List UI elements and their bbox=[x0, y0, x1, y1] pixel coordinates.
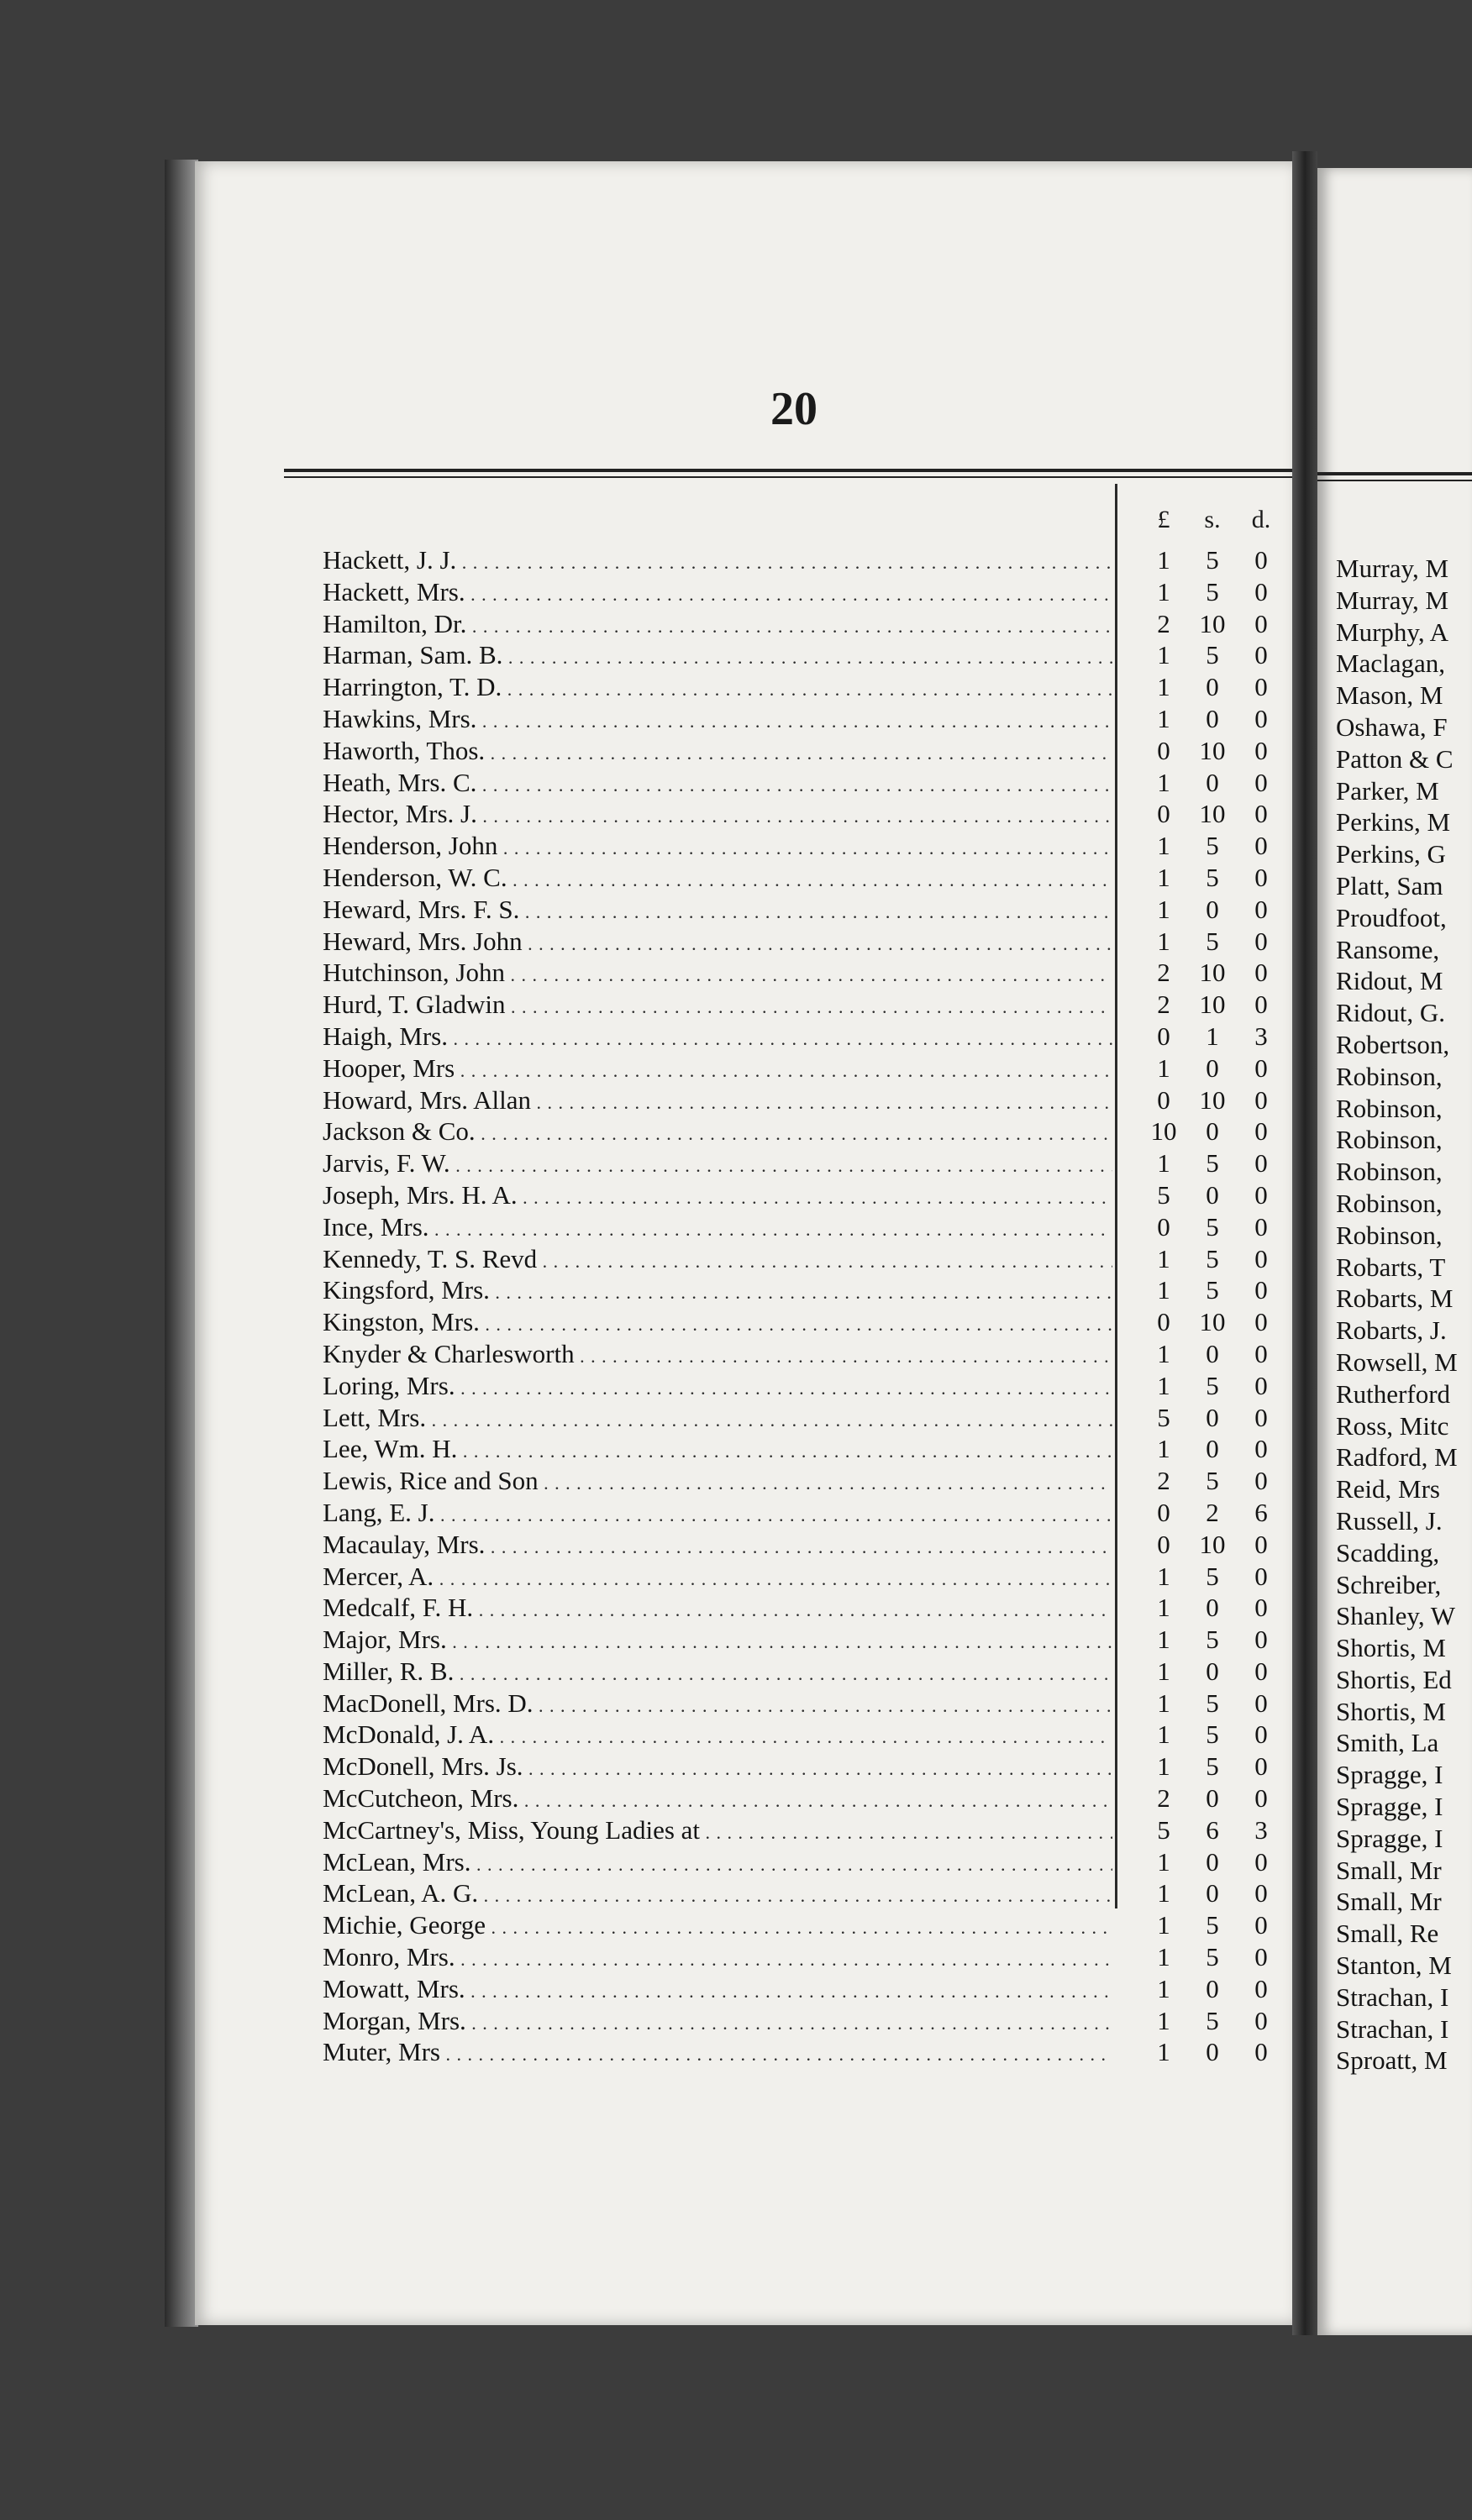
list-item bbox=[323, 608, 1289, 640]
header-rule bbox=[284, 469, 1292, 478]
right-page-list-item: Ridout, M bbox=[1336, 966, 1443, 996]
subscriber-name: Kingston, Mrs. . . . bbox=[323, 1306, 1112, 1341]
shillings-value: 0 bbox=[1206, 1116, 1219, 1147]
right-page-header-rule bbox=[1317, 472, 1472, 481]
subscriber-name: Miller, R. B. . . . bbox=[323, 1656, 1112, 1690]
subscriber-name: Jarvis, F. W. . . . bbox=[323, 1147, 1112, 1182]
list-item bbox=[323, 1370, 1289, 1402]
pounds-value: 1 bbox=[1157, 767, 1170, 797]
right-page-list-item: Stanton, M bbox=[1336, 1950, 1452, 1981]
pounds-value: 0 bbox=[1157, 1307, 1170, 1337]
list-item bbox=[323, 798, 1289, 830]
list-item bbox=[323, 1656, 1289, 1688]
pounds-value: 0 bbox=[1157, 1084, 1170, 1115]
pounds-value: 0 bbox=[1157, 1497, 1170, 1527]
subscriber-name: Lett, Mrs. . . . bbox=[323, 1402, 1112, 1436]
shillings-value: 0 bbox=[1206, 1846, 1219, 1877]
shillings-value: 5 bbox=[1206, 640, 1219, 670]
pence-value: 0 bbox=[1254, 735, 1268, 765]
subscriber-name: Loring, Mrs. . . . bbox=[323, 1370, 1112, 1404]
list-item bbox=[323, 989, 1289, 1021]
pence-value: 0 bbox=[1254, 1529, 1268, 1559]
subscriber-name: Heward, Mrs. John . . . bbox=[323, 926, 1112, 960]
right-page-list-item: Murray, M bbox=[1336, 554, 1449, 583]
right-page-list-item: Murphy, A bbox=[1336, 617, 1449, 647]
pounds-value: 0 bbox=[1157, 735, 1170, 765]
pence-value: 0 bbox=[1254, 1593, 1268, 1623]
right-page-list-item: Robarts, T bbox=[1336, 1252, 1446, 1282]
list-item bbox=[323, 1306, 1289, 1338]
subscriber-name: Kennedy, T. S. Revd . . . bbox=[323, 1243, 1112, 1278]
pounds-value: 1 bbox=[1157, 1053, 1170, 1083]
subscriber-name: Haigh, Mrs. . . . bbox=[323, 1021, 1112, 1055]
pence-value: 0 bbox=[1254, 1561, 1268, 1591]
list-item bbox=[323, 2036, 1289, 2068]
shillings-value: 5 bbox=[1206, 831, 1219, 861]
right-page-list-item: Robertson, bbox=[1336, 1029, 1450, 1059]
list-item bbox=[323, 894, 1289, 926]
subscriber-name: Henderson, W. C. . . . bbox=[323, 862, 1112, 896]
pence-header: d. bbox=[1251, 506, 1271, 533]
right-page-list-item: Strachan, I bbox=[1336, 1982, 1449, 2012]
pence-value: 0 bbox=[1254, 958, 1268, 988]
pence-value: 0 bbox=[1254, 703, 1268, 733]
subscriber-name: Howard, Mrs. Allan . . . bbox=[323, 1084, 1112, 1119]
list-item bbox=[323, 862, 1289, 894]
subscriber-name: Harrington, T. D. . . . bbox=[323, 671, 1112, 706]
pence-value: 0 bbox=[1254, 1275, 1268, 1305]
list-item bbox=[323, 1751, 1289, 1782]
right-page-list-item: Robinson, bbox=[1336, 1220, 1443, 1250]
right-page-list-item: Small, Re bbox=[1336, 1919, 1439, 1949]
right-page-list-item: Small, Mr bbox=[1336, 1887, 1442, 1917]
money-column-headers bbox=[1143, 506, 1285, 539]
list-item bbox=[323, 1211, 1289, 1243]
shillings-value: 10 bbox=[1199, 735, 1226, 765]
right-page-list-item: Robinson, bbox=[1336, 1093, 1443, 1123]
shillings-value: 5 bbox=[1206, 1719, 1219, 1750]
right-page-list-item: Platt, Sam bbox=[1336, 870, 1443, 900]
shillings-value: 0 bbox=[1206, 1402, 1219, 1432]
subscriber-list bbox=[323, 544, 1289, 2068]
shillings-value: 10 bbox=[1199, 1307, 1226, 1337]
subscriber-name: Hurd, T. Gladwin . . . bbox=[323, 989, 1112, 1023]
list-item bbox=[323, 957, 1289, 989]
right-page-list-item: Spragge, I bbox=[1336, 1823, 1443, 1853]
shillings-value: 0 bbox=[1206, 1434, 1219, 1464]
subscriber-name: McCutcheon, Mrs. . . . bbox=[323, 1782, 1112, 1817]
right-page-list-item: Rowsell, M bbox=[1336, 1347, 1458, 1377]
subscriber-name: McDonell, Mrs. Js. . . . bbox=[323, 1751, 1112, 1785]
shillings-value: 5 bbox=[1206, 1370, 1219, 1400]
shillings-value: 5 bbox=[1206, 1148, 1219, 1179]
right-page-list-item: Oshawa, F bbox=[1336, 711, 1448, 742]
list-item bbox=[323, 576, 1289, 608]
subscriber-name: Joseph, Mrs. H. A. . . . bbox=[323, 1179, 1112, 1214]
pounds-value: 1 bbox=[1157, 1370, 1170, 1400]
pence-value: 0 bbox=[1254, 2005, 1268, 2035]
shillings-value: 0 bbox=[1206, 1593, 1219, 1623]
list-item bbox=[323, 1909, 1289, 1941]
pence-value: 3 bbox=[1254, 1021, 1268, 1051]
pence-value: 0 bbox=[1254, 2037, 1268, 2067]
pence-value: 0 bbox=[1254, 1973, 1268, 2003]
list-item bbox=[323, 639, 1289, 671]
pence-value: 0 bbox=[1254, 1402, 1268, 1432]
shillings-value: 10 bbox=[1199, 990, 1226, 1020]
shillings-value: 10 bbox=[1199, 1084, 1226, 1115]
subscriber-name: Mercer, A. . . . bbox=[323, 1561, 1112, 1595]
subscriber-name: Jackson & Co. . . . bbox=[323, 1116, 1112, 1150]
pence-value: 0 bbox=[1254, 894, 1268, 924]
list-item bbox=[323, 1814, 1289, 1846]
pence-value: 0 bbox=[1254, 1053, 1268, 1083]
pence-value: 0 bbox=[1254, 1910, 1268, 1940]
list-item bbox=[323, 1529, 1289, 1561]
pounds-value: 0 bbox=[1157, 1021, 1170, 1051]
pounds-value: 1 bbox=[1157, 1910, 1170, 1940]
list-item bbox=[323, 1243, 1289, 1275]
right-page-subscriber-list bbox=[1336, 553, 1472, 2076]
pence-value: 0 bbox=[1254, 1878, 1268, 1908]
right-page-list-item: Spragge, I bbox=[1336, 1792, 1443, 1822]
pounds-value: 2 bbox=[1157, 958, 1170, 988]
pounds-value: 1 bbox=[1157, 1878, 1170, 1908]
shillings-value: 0 bbox=[1206, 1338, 1219, 1368]
shillings-value: 0 bbox=[1206, 1656, 1219, 1686]
pounds-value: 1 bbox=[1157, 862, 1170, 892]
subscriber-name: McLean, Mrs. . . . bbox=[323, 1846, 1112, 1881]
list-item bbox=[323, 1053, 1289, 1084]
right-page-list-item: Robinson, bbox=[1336, 1188, 1443, 1218]
subscriber-name: McCartney's, Miss, Young Ladies at . . . bbox=[323, 1814, 1112, 1849]
subscriber-name: Medcalf, F. H. . . . bbox=[323, 1592, 1112, 1626]
pence-value: 6 bbox=[1254, 1497, 1268, 1527]
subscriber-name: Harman, Sam. B. . . . bbox=[323, 639, 1112, 674]
right-page-list-item: Robinson, bbox=[1336, 1125, 1443, 1155]
list-item bbox=[323, 735, 1289, 767]
list-item bbox=[323, 830, 1289, 862]
list-item bbox=[323, 1338, 1289, 1370]
pounds-value: 1 bbox=[1157, 1561, 1170, 1591]
pounds-value: 5 bbox=[1157, 1402, 1170, 1432]
list-item bbox=[323, 1782, 1289, 1814]
subscriber-name: Kingsford, Mrs. . . . bbox=[323, 1274, 1112, 1309]
subscriber-name: Major, Mrs. . . . bbox=[323, 1624, 1112, 1658]
shillings-value: 0 bbox=[1206, 767, 1219, 797]
right-page-list-item: Smith, La bbox=[1336, 1728, 1439, 1758]
pence-value: 0 bbox=[1254, 1243, 1268, 1273]
pounds-value: 1 bbox=[1157, 672, 1170, 702]
right-page-list-item: Perkins, G bbox=[1336, 839, 1446, 869]
pounds-header: £ bbox=[1157, 506, 1170, 533]
pounds-value: 1 bbox=[1157, 894, 1170, 924]
right-page-list-item: Perkins, M bbox=[1336, 807, 1451, 837]
shillings-value: 0 bbox=[1206, 1783, 1219, 1814]
subscriber-name: Hutchinson, John . . . bbox=[323, 957, 1112, 991]
pence-value: 0 bbox=[1254, 1846, 1268, 1877]
pounds-value: 1 bbox=[1157, 1973, 1170, 2003]
right-page-list-item: Spragge, I bbox=[1336, 1760, 1443, 1790]
pence-value: 0 bbox=[1254, 1338, 1268, 1368]
subscriber-name: Lang, E. J. . . . bbox=[323, 1497, 1112, 1531]
subscriber-name: Hamilton, Dr. . . . bbox=[323, 608, 1112, 643]
list-item bbox=[323, 671, 1289, 703]
pence-value: 0 bbox=[1254, 1148, 1268, 1179]
pence-value: 0 bbox=[1254, 640, 1268, 670]
pounds-value: 1 bbox=[1157, 1846, 1170, 1877]
pence-value: 3 bbox=[1254, 1814, 1268, 1845]
shillings-value: 10 bbox=[1199, 608, 1226, 638]
list-item bbox=[323, 1274, 1289, 1306]
pence-value: 0 bbox=[1254, 1783, 1268, 1814]
subscriber-name: MacDonell, Mrs. D. . . . bbox=[323, 1688, 1112, 1722]
subscriber-name: Henderson, John . . . bbox=[323, 830, 1112, 864]
subscriber-name: Muter, Mrs . . . bbox=[323, 2036, 1112, 2071]
subscriber-name: Hooper, Mrs . . . bbox=[323, 1053, 1112, 1087]
shillings-value: 5 bbox=[1206, 926, 1219, 956]
right-page-list-item: Reid, Mrs bbox=[1336, 1474, 1440, 1504]
shillings-value: 5 bbox=[1206, 1751, 1219, 1782]
pounds-value: 1 bbox=[1157, 703, 1170, 733]
pounds-value: 1 bbox=[1157, 1338, 1170, 1368]
list-item bbox=[323, 1688, 1289, 1719]
subscriber-name: McDonald, J. A. . . . bbox=[323, 1719, 1112, 1753]
pounds-value: 1 bbox=[1157, 1593, 1170, 1623]
subscriber-name: Ince, Mrs. . . . bbox=[323, 1211, 1112, 1246]
shillings-value: 0 bbox=[1206, 1053, 1219, 1083]
subscriber-name: Lee, Wm. H. . . . bbox=[323, 1433, 1112, 1467]
pounds-value: 1 bbox=[1157, 1243, 1170, 1273]
pence-value: 0 bbox=[1254, 926, 1268, 956]
pence-value: 0 bbox=[1254, 545, 1268, 575]
pounds-value: 1 bbox=[1157, 2005, 1170, 2035]
subscriber-name: Heward, Mrs. F. S. . . . bbox=[323, 894, 1112, 928]
shillings-value: 5 bbox=[1206, 1942, 1219, 1972]
pounds-value: 1 bbox=[1157, 640, 1170, 670]
pence-value: 0 bbox=[1254, 990, 1268, 1020]
pounds-value: 1 bbox=[1157, 1688, 1170, 1718]
list-item bbox=[323, 1941, 1289, 1973]
right-page-list-item: Shortis, Ed bbox=[1336, 1664, 1452, 1694]
shillings-value: 10 bbox=[1199, 799, 1226, 829]
pounds-value: 1 bbox=[1157, 1275, 1170, 1305]
pence-value: 0 bbox=[1254, 608, 1268, 638]
right-page-list-item: Patton & C bbox=[1336, 743, 1454, 774]
list-item bbox=[323, 1846, 1289, 1878]
right-page-list-item: Robarts, M bbox=[1336, 1284, 1454, 1314]
list-item bbox=[323, 1719, 1289, 1751]
pounds-value: 1 bbox=[1157, 1751, 1170, 1782]
book-gutter bbox=[1292, 151, 1317, 2335]
shillings-value: 0 bbox=[1206, 894, 1219, 924]
list-item bbox=[323, 1179, 1289, 1211]
shillings-value: 5 bbox=[1206, 1625, 1219, 1655]
pence-value: 0 bbox=[1254, 1116, 1268, 1147]
shillings-value: 0 bbox=[1206, 672, 1219, 702]
list-item bbox=[323, 767, 1289, 799]
list-item bbox=[323, 1116, 1289, 1147]
pence-value: 0 bbox=[1254, 1942, 1268, 1972]
pounds-value: 1 bbox=[1157, 926, 1170, 956]
pence-value: 0 bbox=[1254, 576, 1268, 606]
pounds-value: 2 bbox=[1157, 608, 1170, 638]
pence-value: 0 bbox=[1254, 1625, 1268, 1655]
pence-value: 0 bbox=[1254, 767, 1268, 797]
right-page-list-item: Strachan, I bbox=[1336, 2013, 1449, 2044]
subscriber-name: McLean, A. G. . . . bbox=[323, 1877, 1112, 1912]
shillings-value: 5 bbox=[1206, 1275, 1219, 1305]
pence-value: 0 bbox=[1254, 1307, 1268, 1337]
shillings-value: 5 bbox=[1206, 1211, 1219, 1242]
pounds-value: 0 bbox=[1157, 799, 1170, 829]
subscriber-name: Michie, George . . . bbox=[323, 1909, 1112, 1944]
subscriber-name: Morgan, Mrs. . . . bbox=[323, 2005, 1112, 2040]
right-page-list-item: Ross, Mitc bbox=[1336, 1410, 1449, 1441]
right-page-list-item: Robinson, bbox=[1336, 1061, 1443, 1091]
shillings-value: 5 bbox=[1206, 2005, 1219, 2035]
pence-value: 0 bbox=[1254, 831, 1268, 861]
pence-value: 0 bbox=[1254, 1179, 1268, 1210]
shillings-value: 5 bbox=[1206, 576, 1219, 606]
subscriber-name: Knyder & Charlesworth . . . bbox=[323, 1338, 1112, 1373]
pence-value: 0 bbox=[1254, 672, 1268, 702]
right-page-list-item: Murray, M bbox=[1336, 585, 1449, 615]
pence-value: 0 bbox=[1254, 1434, 1268, 1464]
pounds-value: 1 bbox=[1157, 1148, 1170, 1179]
list-item bbox=[323, 1877, 1289, 1909]
right-page-list-item: Radford, M bbox=[1336, 1442, 1458, 1473]
subscriber-name: Hector, Mrs. J. . . . bbox=[323, 798, 1112, 832]
subscriber-name: Mowatt, Mrs. . . . bbox=[323, 1973, 1112, 2008]
pounds-value: 1 bbox=[1157, 545, 1170, 575]
right-page-list-item: Robinson, bbox=[1336, 1157, 1443, 1187]
right-page-list-item: Shortis, M bbox=[1336, 1696, 1446, 1726]
pounds-value: 0 bbox=[1157, 1529, 1170, 1559]
list-item bbox=[323, 1497, 1289, 1529]
pence-value: 0 bbox=[1254, 1084, 1268, 1115]
shillings-value: 0 bbox=[1206, 1179, 1219, 1210]
shillings-value: 10 bbox=[1199, 1529, 1226, 1559]
shillings-value: 5 bbox=[1206, 1688, 1219, 1718]
list-item bbox=[323, 1147, 1289, 1179]
pence-value: 0 bbox=[1254, 1688, 1268, 1718]
subscriber-name: Hackett, Mrs. . . . bbox=[323, 576, 1112, 611]
pounds-value: 1 bbox=[1157, 1719, 1170, 1750]
pounds-value: 5 bbox=[1157, 1179, 1170, 1210]
right-page-list-item: Scadding, bbox=[1336, 1537, 1440, 1567]
list-item bbox=[323, 926, 1289, 958]
subscriber-name: Hackett, J. J. . . . bbox=[323, 544, 1112, 579]
shillings-value: 5 bbox=[1206, 1910, 1219, 1940]
pounds-value: 1 bbox=[1157, 1656, 1170, 1686]
list-item bbox=[323, 1561, 1289, 1593]
list-item bbox=[323, 1592, 1289, 1624]
shillings-value: 0 bbox=[1206, 2037, 1219, 2067]
book-spine-shadow bbox=[165, 160, 198, 2327]
pence-value: 0 bbox=[1254, 799, 1268, 829]
right-page-list-item: Shortis, M bbox=[1336, 1633, 1446, 1663]
pence-value: 0 bbox=[1254, 1656, 1268, 1686]
shillings-value: 0 bbox=[1206, 1973, 1219, 2003]
pounds-value: 5 bbox=[1157, 1814, 1170, 1845]
right-page-list-item: Sproatt, M bbox=[1336, 2045, 1448, 2076]
right-page-list-item: Robarts, J. bbox=[1336, 1315, 1447, 1346]
shillings-value: 10 bbox=[1199, 958, 1226, 988]
pounds-value: 1 bbox=[1157, 1434, 1170, 1464]
right-page-list-item: Small, Mr bbox=[1336, 1855, 1442, 1885]
shillings-value: 1 bbox=[1206, 1021, 1219, 1051]
shillings-value: 5 bbox=[1206, 1466, 1219, 1496]
pounds-value: 1 bbox=[1157, 1625, 1170, 1655]
pounds-value: 2 bbox=[1157, 1783, 1170, 1814]
subscriber-name: Lewis, Rice and Son . . . bbox=[323, 1465, 1112, 1499]
list-item bbox=[323, 1433, 1289, 1465]
pence-value: 0 bbox=[1254, 1719, 1268, 1750]
pence-value: 0 bbox=[1254, 1466, 1268, 1496]
list-item bbox=[323, 1402, 1289, 1434]
list-item bbox=[323, 1021, 1289, 1053]
shillings-value: 0 bbox=[1206, 703, 1219, 733]
shillings-value: 5 bbox=[1206, 1561, 1219, 1591]
shillings-value: 6 bbox=[1206, 1814, 1219, 1845]
right-page-list-item: Parker, M bbox=[1336, 775, 1439, 806]
right-page-list-item: Maclagan, bbox=[1336, 648, 1445, 679]
subscriber-name: Monro, Mrs. . . . bbox=[323, 1941, 1112, 1976]
pounds-value: 1 bbox=[1157, 2037, 1170, 2067]
subscriber-name: Hawkins, Mrs. . . . bbox=[323, 703, 1112, 738]
pounds-value: 10 bbox=[1150, 1116, 1177, 1147]
pounds-value: 1 bbox=[1157, 576, 1170, 606]
right-page-list-item: Mason, M bbox=[1336, 680, 1443, 711]
right-page-list-item: Proudfoot, bbox=[1336, 902, 1447, 932]
list-item bbox=[323, 1973, 1289, 2005]
page-number: 20 bbox=[770, 383, 817, 435]
shillings-value: 0 bbox=[1206, 1878, 1219, 1908]
pounds-value: 2 bbox=[1157, 990, 1170, 1020]
right-page-list-item: Schreiber, bbox=[1336, 1569, 1442, 1599]
pence-value: 0 bbox=[1254, 1211, 1268, 1242]
list-item bbox=[323, 544, 1289, 576]
pence-value: 0 bbox=[1254, 862, 1268, 892]
right-page-list-item: Rutherford bbox=[1336, 1378, 1451, 1409]
pounds-value: 1 bbox=[1157, 831, 1170, 861]
shillings-header: s. bbox=[1204, 506, 1221, 533]
list-item bbox=[323, 703, 1289, 735]
list-item bbox=[323, 1465, 1289, 1497]
pence-value: 0 bbox=[1254, 1751, 1268, 1782]
shillings-value: 5 bbox=[1206, 1243, 1219, 1273]
pounds-value: 2 bbox=[1157, 1466, 1170, 1496]
subscriber-name: Heath, Mrs. C. . . . bbox=[323, 767, 1112, 801]
right-page-list-item: Shanley, W bbox=[1336, 1601, 1456, 1631]
right-page-list-item: Ransome, bbox=[1336, 934, 1440, 964]
shillings-value: 5 bbox=[1206, 862, 1219, 892]
list-item bbox=[323, 1624, 1289, 1656]
subscriber-name: Macaulay, Mrs. . . . bbox=[323, 1529, 1112, 1563]
right-page-list-item: Russell, J. bbox=[1336, 1505, 1443, 1536]
pounds-value: 0 bbox=[1157, 1211, 1170, 1242]
list-item bbox=[323, 1084, 1289, 1116]
list-item bbox=[323, 2005, 1289, 2037]
shillings-value: 2 bbox=[1206, 1497, 1219, 1527]
right-page-list-item: Ridout, G. bbox=[1336, 998, 1446, 1028]
shillings-value: 5 bbox=[1206, 545, 1219, 575]
subscriber-name: Haworth, Thos. . . . bbox=[323, 735, 1112, 769]
pounds-value: 1 bbox=[1157, 1942, 1170, 1972]
pence-value: 0 bbox=[1254, 1370, 1268, 1400]
